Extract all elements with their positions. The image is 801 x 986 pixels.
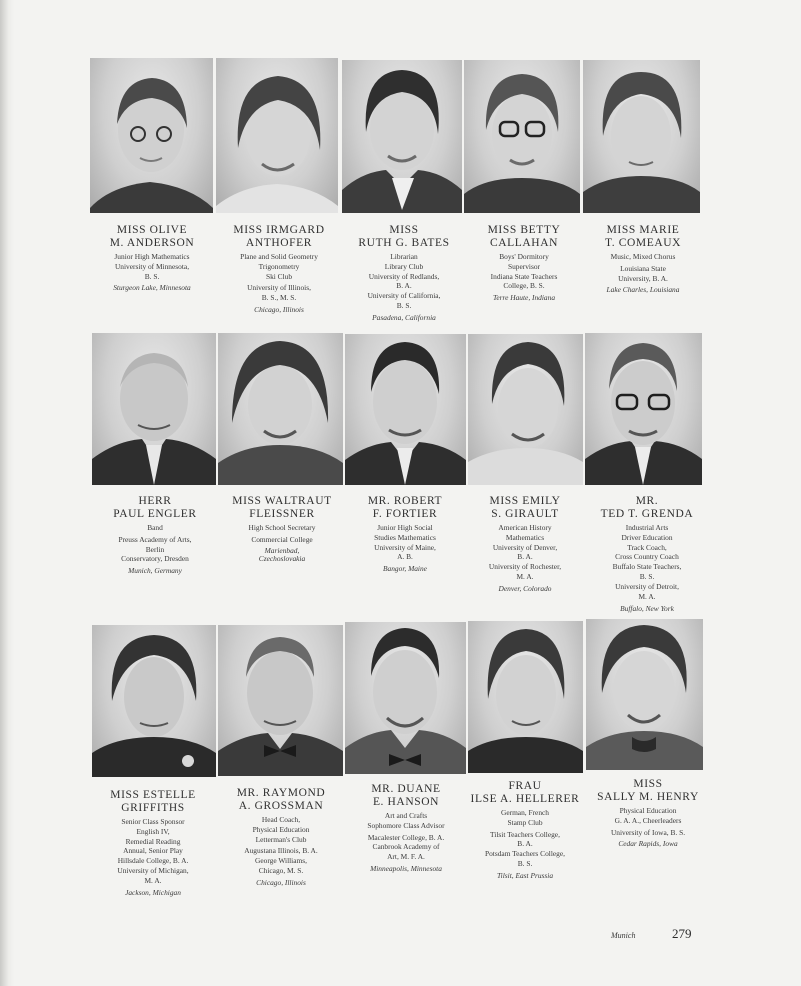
teacher-detail: American History (498, 522, 552, 532)
teacher-name-line: CALLAHAN (489, 236, 559, 249)
teacher-name-line: MISS WALTRAUT (232, 495, 332, 507)
teacher-hometown: Chicago, Illinois (256, 878, 306, 887)
teacher-detail: Librarian (390, 251, 418, 261)
teacher-detail: Art, M. F. A. (387, 852, 425, 862)
teacher-name-line: E. HANSON (372, 795, 440, 808)
teacher-hometown: Marienbad, Czechoslovakia (258, 545, 306, 563)
teacher-caption (584, 778, 712, 849)
teacher-caption (462, 780, 588, 880)
teacher-name-line: SALLY M. HENRY (597, 790, 699, 803)
teacher-name-line: TED T. GRENDA (600, 507, 694, 520)
teacher-detail: University of Detroit, (615, 582, 679, 591)
teacher-hometown: Jackson, Michigan (125, 887, 181, 897)
teacher-detail: Canbrook Academy of (372, 842, 440, 852)
portrait-photo (218, 333, 343, 485)
teacher-hometown: Pasadena, California (372, 313, 436, 322)
teacher-hometown: Terre Haute, Indiana (492, 293, 556, 303)
teacher-name-line: MR. (635, 495, 659, 507)
teacher-detail: Annual, Senior Play (123, 846, 183, 856)
teacher-detail: Art and Crafts (384, 810, 428, 820)
teacher-name-line: MISS (389, 224, 419, 236)
teacher-detail: Music, Mixed Chorus (610, 251, 676, 261)
portrait-photo (583, 60, 700, 213)
teacher-name-line: A. GROSSMAN (238, 799, 324, 812)
teacher-caption (342, 783, 470, 873)
teacher-caption (88, 789, 218, 897)
teacher-detail: Berlin (145, 544, 165, 554)
teacher-caption (90, 495, 220, 576)
teacher-name-line: F. FORTIER (372, 507, 438, 520)
teacher-detail: Ski Club (265, 271, 293, 281)
teacher-hometown: Cedar Rapids, Iowa (618, 839, 678, 849)
teacher-detail: Plane and Solid Geometry (240, 251, 318, 261)
teacher-detail: B. S. (517, 859, 533, 869)
teacher-name-line: MISS IRMGARD (233, 224, 325, 236)
teacher-name-line: MR. RAYMOND (236, 787, 326, 799)
teacher-name-line: MISS ESTELLE (110, 789, 196, 801)
teacher-name-line: MISS OLIVE (116, 224, 188, 236)
teacher-name-line: MR. DUANE (371, 783, 441, 795)
teacher-detail: Physical Education (252, 824, 310, 834)
teacher-detail: M. A. (638, 591, 656, 601)
teacher-name-line: MISS MARIE (606, 224, 680, 236)
teacher-detail: Physical Education (619, 805, 677, 815)
teacher-detail: M. A. (144, 876, 162, 885)
teacher-caption (216, 787, 346, 887)
teacher-detail: University, B. A. (618, 273, 668, 283)
teacher-hometown: Minneapolis, Minnesota (370, 864, 442, 874)
teacher-name-line: PAUL ENGLER (113, 507, 197, 520)
teacher-name-line: S. GIRAULT (491, 507, 559, 520)
teacher-caption (463, 495, 587, 593)
teacher-name-line: M. ANDERSON (109, 236, 195, 249)
teacher-detail: Indiana State Teachers (490, 271, 558, 281)
teacher-detail: B. S. (396, 301, 412, 311)
teacher-detail: Hillsdale College, B. A. (117, 856, 189, 866)
teacher-detail: University of Rochester, (488, 562, 562, 572)
teacher-detail: Letterman's Club (255, 834, 307, 844)
teacher-detail: Senior Class Sponsor (121, 816, 185, 826)
teacher-detail: High School Secretary (248, 522, 316, 532)
teacher-detail: Junior High Mathematics (114, 251, 190, 261)
teacher-detail: Studies Mathematics (374, 532, 436, 542)
teacher-detail: University of Maine, (374, 542, 436, 552)
teacher-detail: Track Coach, (627, 542, 667, 552)
teacher-detail: Trigonometry (258, 261, 300, 271)
teacher-hometown: Sturgeon Lake, Minnesota (113, 283, 191, 293)
teacher-detail: B. A. (517, 839, 533, 849)
portrait-photo (92, 625, 216, 777)
teacher-name-line: GRIFFITHS (121, 801, 185, 814)
teacher-detail: B. S. (639, 572, 655, 582)
portrait-photo (345, 334, 466, 485)
teacher-detail: Stamp Club (507, 817, 543, 827)
teacher-detail: Boys' Dormitory (499, 251, 549, 261)
teacher-detail: Preuss Academy of Arts, (118, 534, 192, 544)
portrait-photo (468, 621, 583, 773)
teacher-detail: A. B. (397, 552, 413, 562)
teacher-caption (584, 495, 710, 613)
teacher-hometown: Bangor, Maine (383, 564, 427, 574)
teacher-caption (342, 224, 466, 322)
teacher-name-line: FLEISSNER (249, 507, 315, 520)
teacher-caption (462, 224, 586, 303)
teacher-hometown: Tilsit, East Prussia (496, 871, 554, 880)
teacher-detail: College, B. S. (503, 281, 545, 291)
teacher-detail: George Williams, (255, 856, 307, 866)
portrait-photo (216, 58, 338, 213)
teacher-detail: Conservatory, Dresden (121, 554, 189, 564)
teacher-caption (342, 495, 468, 574)
page-number: 279 (672, 926, 692, 941)
teacher-detail: B. A. (396, 281, 412, 291)
teacher-detail: Potsdam Teachers College, (484, 849, 565, 859)
teacher-name-line: ILSE A. HELLERER (470, 792, 580, 805)
teacher-detail: University of Illinois, (247, 283, 311, 293)
teacher-detail: G. A. A., Cheerleaders (614, 815, 682, 825)
teacher-detail: Mathematics (505, 532, 545, 542)
teacher-detail: Macalester College, B. A. (367, 832, 445, 842)
teacher-name-line: ANTHOFER (245, 236, 313, 249)
teacher-detail: B. S., M. S. (261, 293, 297, 303)
teacher-detail: Commercial College (251, 534, 313, 544)
teacher-detail: Supervisor (507, 261, 541, 271)
teacher-detail: University of Redlands, (368, 271, 440, 281)
teacher-name-line: FRAU (508, 780, 542, 792)
teacher-detail: Industrial Arts (625, 522, 669, 532)
teacher-detail: University of Michigan, (117, 866, 189, 876)
teacher-name-line: MISS EMILY (489, 495, 561, 507)
teacher-name-line: HERR (138, 495, 172, 507)
teacher-detail: B. A. (517, 552, 533, 562)
teacher-detail: Sophomore Class Advisor (367, 820, 445, 830)
teacher-caption (88, 224, 216, 293)
teacher-hometown: Buffalo, New York (620, 603, 674, 613)
teacher-detail: University of Minnesota, (114, 261, 190, 271)
portrait-photo (342, 60, 462, 213)
teacher-detail: Driver Education (621, 532, 673, 542)
portrait-photo (92, 333, 216, 485)
portrait-photo (468, 334, 583, 485)
teacher-detail: Library Club (384, 261, 424, 271)
teacher-caption (216, 224, 342, 314)
teacher-detail: Cross Country Coach (615, 552, 679, 562)
footer-location: Munich (611, 931, 636, 940)
teacher-detail: German, French (500, 807, 550, 817)
teacher-name-line: MISS (633, 778, 663, 790)
portrait-photo (464, 60, 580, 213)
portrait-photo (90, 58, 213, 213)
teacher-detail: Augustana Illinois, B. A. (244, 846, 318, 856)
teacher-detail: University of Iowa, B. S. (610, 827, 686, 837)
portrait-photo (585, 333, 702, 485)
teacher-detail: University of California, (367, 291, 441, 301)
teacher-name-line: T. COMEAUX (604, 236, 682, 249)
portrait-photo (345, 622, 466, 774)
portrait-photo (586, 619, 703, 770)
teacher-detail: Buffalo State Teachers, (612, 562, 682, 572)
teacher-detail: B. S. (144, 271, 160, 281)
teacher-hometown: Chicago, Illinois (254, 305, 304, 315)
teacher-detail: Chicago, M. S. (258, 866, 304, 876)
teacher-caption (581, 224, 705, 295)
teacher-detail: M. A. (516, 572, 534, 582)
teacher-detail: Remedial Reading (125, 836, 181, 846)
teacher-detail: Junior High Social (377, 522, 433, 532)
teacher-name-line: MISS BETTY (487, 224, 561, 236)
teacher-hometown: Munich, Germany (128, 566, 182, 576)
teacher-detail: English IV, (136, 826, 170, 836)
teacher-detail: Louisiana State (620, 263, 666, 273)
teacher-detail: Head Coach, (261, 814, 301, 824)
teacher-name-line: MR. ROBERT (367, 495, 443, 507)
teacher-detail: Band (147, 522, 163, 532)
portrait-photo (218, 625, 343, 776)
teacher-hometown: Denver, Colorado (498, 584, 552, 593)
teacher-caption (218, 495, 346, 563)
teacher-detail: Tilsit Teachers College, (490, 829, 560, 839)
teacher-detail: University of Denver, (492, 542, 558, 552)
teacher-hometown: Lake Charles, Louisiana (606, 285, 680, 295)
teacher-name-line: RUTH G. BATES (358, 236, 450, 249)
page-edge-shadow (0, 0, 14, 986)
